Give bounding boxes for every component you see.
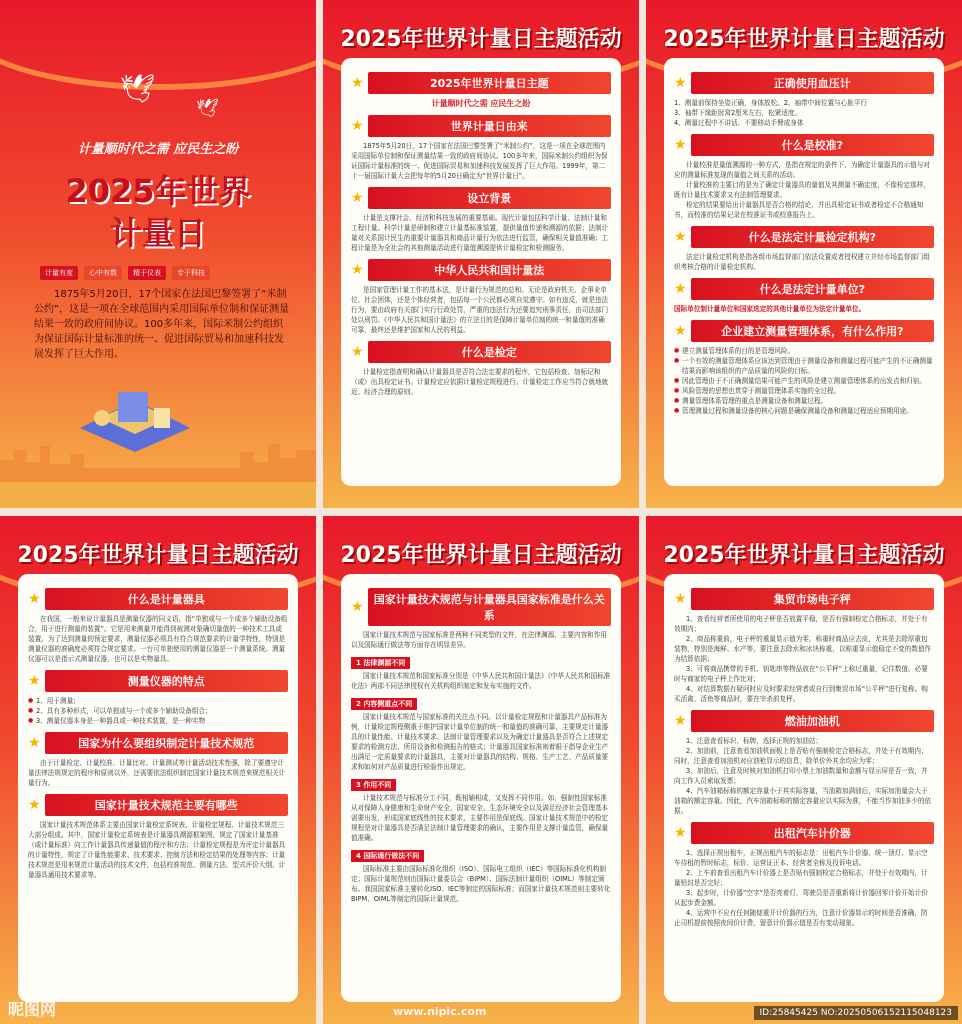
content-card (341, 574, 621, 1002)
poster-panel-6 (646, 516, 962, 1024)
relation-tag (351, 657, 410, 669)
watermark-id-line: ID:25845425 NO:20250506152115048123 (754, 1006, 959, 1020)
section-title: 企业建立测量管理体系，有什么作用? (691, 320, 934, 342)
section-header (28, 588, 288, 610)
section-item: ● 1、用于测量； (28, 696, 288, 706)
star-icon: ★ (674, 75, 687, 91)
section-item: 4、测量过程中不讲话、不要移动手臂或身体 (674, 119, 804, 127)
poster-panel-3 (646, 0, 962, 508)
section-text: 计量是支撑社会、经济和科技发展的重要基础。现代计量包括科学计量、法制计量和工程计量。科学计量是研制和建立计量基标准装置，提供量值传递和溯源的依据；法制计量对关系国计民生的重要计量器具和商品计量行为依法进行监管，确保相关量值准确；工程计量是为全社会的其他测量活动进行量值溯源提供计量检定和检测服务。 (351, 214, 609, 252)
section-header (351, 187, 611, 209)
section-item: 3、袖带下缘距肘窝2厘米左右，松紧适度。 (674, 109, 802, 117)
star-icon: ★ (351, 599, 364, 615)
star-icon: ★ (28, 735, 41, 751)
section-item: 2、加油前，注意查看加油机面板上是否贴有强制检定合格标志，并处于有效期内；同时，注意查看加油机对应油枪显示的信息，除单价外其余均应为零； (674, 747, 928, 765)
section-item: ● 2、具有多种形式，可以单独或与一个或多个辅助设备组合； (28, 706, 288, 716)
section-item: 计量校准的主要目的是为了确定计量器具的量值及其测量不确定度，不像检定那样，既有计量技术要求又有法制管理要求。 (674, 181, 930, 199)
section-title: 什么是法定计量单位? (691, 278, 934, 300)
section-header (674, 278, 934, 300)
section-header (28, 670, 288, 692)
star-icon: ★ (351, 344, 364, 360)
cover-intro-text: 1875年5月20日，17个国家在法国巴黎签署了“米制公约”，这是一项在全球范围内采用国际单位制和保证测量结果一致的政府间协议。100多年来，国际米制公约组织为保证国际计量标准的统一、促进国际贸易和加速科技发展发挥了巨大作用。 (34, 289, 290, 360)
section-title: 设立背景 (368, 187, 611, 209)
dove-icon: 🕊 (196, 98, 219, 119)
section-item: 3、可将商品携带的手机、钥匙串等物品放在“公平秤”上称过重量，记住数值，必要时与商家的电子秤上作比对； (674, 665, 928, 683)
section-item: 1、测量前保持坐姿正确，身体放松。2、袖带中间位置与心脏平行 (674, 99, 868, 107)
cover-chip: 精于仪表 (128, 266, 166, 280)
poster-panel-4 (0, 516, 316, 1024)
dove-icon: 🕊 (120, 72, 156, 105)
star-icon: ★ (674, 591, 687, 607)
star-icon: ★ (351, 75, 364, 91)
section-item: 3、加油后，注意及时核对加油机打印小票上加油数量和金额与显示屏是否一致，并向工作人员索取发票； (674, 767, 928, 785)
content-card (18, 574, 298, 1002)
section-title: 测量仪器的特点 (45, 670, 288, 692)
panel-banner-title: 2025年世界计量日主题活动 (663, 543, 945, 568)
panel-banner-title: 2025年世界计量日主题活动 (663, 27, 945, 52)
relation-text: 国家计量技术规范与国家标准的关注点不同。以计量检定规程和计量器具产品标准为例，计量检定规程侧重于维护国家计量单位制的统一和量值的准确可靠，主要规定计量器具的计量性能、计量技术要求、法制计量管理要求以及为确定计量器具是否符合上述规定要求的检测方法、所用设备和检测报告的格式；计量器具国家标准则着眼于指导企业生产出满足一定质量要求的计量器具，主要对计量器具的结构、规格、生产工艺、产品质量要求和如何对产品质量进行检验作出规定。 (351, 713, 609, 771)
cover-title-year: 2025年世界 (65, 172, 251, 210)
relation-tag-label: 法律渊源不同 (363, 659, 406, 667)
relation-tag-label: 国际通行做法不同 (363, 852, 420, 860)
section-item: ● 3、测量仪器本身是一种器具或一种技术装置，是一种实物 (28, 716, 288, 726)
star-icon: ★ (28, 673, 41, 689)
star-icon: ★ (674, 713, 687, 729)
cover-chip: 专于科技 (172, 266, 210, 280)
section-item: 2、商品称重前，电子秤的重量显示值为零，称重时商品应去皮，尤其是去除厚重包装物，特别是海鲜、水产等，要注意去除水和冰块称重，以称重显示值稳定不变的数值作为结算依据； (674, 635, 932, 663)
relation-text: 国家计量技术规范和国家标准分别是《中华人民共和国计量法》《中华人民共和国标准化法》两部不同法律授权有关机构组织制定和发布实施的文件。 (351, 672, 611, 690)
content-card (341, 58, 621, 486)
star-icon: ★ (674, 137, 687, 153)
section-item: 4、汽车油箱标称的额定容量小于其实际容量，当油箱加满油后，实际加油量会大于油箱的额定容量。因此，汽车油箱标称的额定容量应以实际为准，不能当作加油多少的依据。 (674, 787, 932, 815)
section-header (351, 259, 611, 281)
section-item: 1、选择正规出租车，正规出租汽车的标志是：出租汽车计价器、统一顶灯、显示空车待租的暂时标志，标价、运营证正本、经营者全称及投诉电话。 (674, 849, 928, 867)
theme-text: 计量顺时代之需 应民生之盼 (431, 99, 531, 108)
section-text: 由于计量检定、计量校准、计量比对、计量测试等计量活动技术性强，除了要遵守计量法律法规规定的程序和原则以外，还需要依法组织制定国家计量技术规范来规范相关计量行为。 (28, 759, 286, 787)
watermark-url: www.nipic.com (393, 1005, 487, 1018)
section-item: ● 一个有效的测量管理体系应该达到管理由于测量设备和测量过程可能产生的不正确测量结果而影响该组织的产品质量的风险的目标。 (674, 356, 934, 376)
section-title: 世界计量日由来 (368, 115, 611, 137)
section-title: 出租汽车计价器 (691, 822, 934, 844)
section-title: 什么是校准? (691, 134, 934, 156)
section-item: 计量校准是量值溯源的一种方式，是指在规定的条件下，为确定计量器具的示值与对应的测量标准复现的量值之间关系的活动。 (674, 161, 930, 179)
relation-tag-number: 2 (356, 700, 364, 708)
relation-tag-number: 4 (356, 852, 364, 860)
section-item: 2、上车前查看出租汽车计价器上是否贴有强制检定合格标志，并处于有效期内，计量铅封是否完好； (674, 869, 928, 887)
section-header (674, 710, 934, 732)
poster-panel-5 (323, 516, 639, 1024)
relation-tag (351, 779, 396, 791)
cover-chip: 心中有数 (84, 266, 122, 280)
content-card (664, 58, 944, 486)
star-icon: ★ (28, 591, 41, 607)
star-icon: ★ (674, 281, 687, 297)
section-item: ● 建立测量管理体系的目的是管理风险。 (674, 346, 934, 356)
watermark-logo: 昵图网 (8, 1000, 57, 1019)
relation-tag-number: 3 (356, 781, 364, 789)
relation-tag (351, 698, 417, 710)
relation-intro: 国家计量技术规范与国家标准是两种不同类型的文件，在法律渊源、主要内容和作用以及国际通行做法等方面存在明显差异。 (351, 631, 607, 649)
section-item: 3、起步时，计价器“空字”是否亮着灯，驾驶员是否重新将计价器回零计价开始计价从起步费金额。 (674, 889, 928, 907)
section-header (674, 588, 934, 610)
cover-subtitle: 计量顺时代之需 应民生之盼 (77, 142, 239, 157)
section-item: 1、注意查看标识、标牌，选择正规的加油站； (686, 737, 823, 745)
cover-chip-row (40, 266, 210, 280)
section-header (674, 822, 934, 844)
section-item: ● 因此管理由于不正确测量结果可能产生的风险是建立测量管理体系的出发点和归宿。 (674, 376, 934, 386)
star-icon: ★ (674, 825, 687, 841)
section-header (28, 794, 288, 816)
cover-chip: 计量有度 (40, 266, 78, 280)
section-item: 4、对结算数据有疑问时应及时要求经营者或自行到集贸市场“公平秤”进行复称。购买活禽、活鱼等商品时，要在宰杀前复秤。 (674, 685, 928, 703)
section-title: 集贸市场电子秤 (691, 588, 934, 610)
panel-banner-title: 2025年世界计量日主题活动 (340, 543, 622, 568)
star-icon: ★ (28, 797, 41, 813)
section-title: 什么是计量器具 (45, 588, 288, 610)
section-header (674, 320, 934, 342)
panel2-sections (351, 115, 611, 397)
poster-panel-2 (323, 0, 639, 508)
section-header: ★ 2025年世界计量日主题 (351, 72, 611, 94)
relation-tag-number: 1 (356, 659, 364, 667)
section-title: 什么是检定 (368, 341, 611, 363)
section-item: ● 管理测量过程和测量设备的核心问题是确保测量设备和测量过程适应预期用途。 (674, 406, 934, 416)
section-header (351, 341, 611, 363)
star-icon: ★ (351, 118, 364, 134)
section-text: 是国家管理计量工作的基本法，是计量行为规范的总和。无论是政府机关、企事业单位、社会团体，还是个体经营者，包括每一个公民都必须自觉遵守。如有违反，就是违法行为，要由政府有关部门实行行政处罚，严重的违法行为还要追究刑事责任，由司法部门处以刑罚。《中华人民共和国计量法》的立法目的是保障计量单位制的统一和量值的准确可靠，最终还是维护国家和人民的利益。 (351, 286, 609, 334)
section-header (674, 226, 934, 248)
section-item: 国际单位制计量单位和国家选定的其他计量单位为法定计量单位。 (674, 305, 866, 313)
relation-items (351, 650, 611, 904)
star-icon: ★ (674, 229, 687, 245)
content-card (664, 574, 944, 1002)
section-header (674, 134, 934, 156)
section-item: 法定计量检定机构是指各级市场监督部门依法设置或者授权建立并经市场监督部门组织考核合格的计量检定机构。 (674, 253, 930, 271)
section-title: 什么是法定计量检定机构? (691, 226, 934, 248)
section-header (351, 115, 611, 137)
section-text: 国家计量技术规范体系主要由国家计量检定系统表、计量检定规程、计量技术规范三大部分组成。其中，国家计量检定系统表是计量器具溯源框架图，规定了国家计量基准（或计量标准）向工作计量器具传递量值的程序和方法；计量检定规程是为评定计量器具的计量特性，规定了计量性能要求、技术要求、控制方法和检定结果的处理等内容；计量技术规范是用来规范计量活动的技术文件，包括校准规范、测量方法、型式评价大纲、计量器具通用技术要求等。 (28, 821, 286, 879)
relation-tag (351, 850, 424, 862)
decorative-arc (0, 0, 316, 90)
section-title: 国家计量技术规范主要有哪些 (45, 794, 288, 816)
relation-text: 国际标准主要由国际标准化组织（ISO）、国际电工组织（IEC）等国际标准化机构制定；国际计量规范则由国际计量委员会（BIPM）、国际法制计量组织（OIML）等制定颁布。我国国家标准主要转化ISO、IEC等制定的国际标准；而国家计量技术规范则主要转化BIPM、OIML等制定的国际计量规范。 (351, 865, 611, 903)
star-icon: ★ (674, 323, 687, 339)
relation-tag-label: 作用不同 (363, 781, 392, 789)
section-header: ★ 国家计量技术规范与计量器具国家标准是什么关系 (351, 588, 611, 626)
section-text: 在我国，一般来说计量器具是测量仪器的同义语，指“单独或与一个或多个辅助设备组合，用于进行测量的装置”。它是用来测量并能得到被测对象确切量值的一种技术工具或装置。为了达到测量的预定要求，测量仪器必须具有符合规范要求的计量学特性，特别是测量仪器的准确度必须符合规定要求。一台可单独使用的测量仪器是一个测量系统。测量仪器可以是指示式测量仪器，也可以是实物量具。 (28, 615, 288, 663)
section-item: 1、查看经营者所使用的电子秤是否放置平稳，是否有强制检定合格标志，并处于有效期内； (674, 615, 928, 633)
section-header (28, 732, 288, 754)
star-icon: ★ (351, 190, 364, 206)
section-title: 国家为什么要组织制定计量技术规范 (45, 732, 288, 754)
section-title: 正确使用血压计 (691, 72, 934, 94)
section-title: 燃油加油机 (691, 710, 934, 732)
cover-footer-band (0, 482, 316, 508)
star-icon: ★ (351, 262, 364, 278)
panel-banner-title: 2025年世界计量日主题活动 (340, 27, 622, 52)
city-skyline (0, 440, 316, 484)
section-item: ● 测量管理体系管理的重点是测量设备和测量过程。 (674, 396, 934, 406)
relation-tag-label: 内容侧重点不同 (363, 700, 413, 708)
section-header (674, 72, 934, 94)
panel-banner-title: 2025年世界计量日主题活动 (17, 543, 299, 568)
section-item: 检定的结果要给出计量器具是否合格的结论，并出具检定证书或者检定不合格通知书，而校准的结果记录在校准证书或校准报告上。 (674, 201, 924, 219)
section-item: ● 风险管理的思想也贯穿于测量管理体系实施的全过程。 (674, 386, 934, 396)
section-title: 中华人民共和国计量法 (368, 259, 611, 281)
relation-text: 计量技术规范与标准分工不同，既相辅相成，又发挥不同作用。如，强制性国家标准从对保障人身健康和生命财产安全、国家安全、生态环境安全以及满足经济社会管理基本需要出发，形成国家底线性的技术要求，主要作用是保底线。国家计量技术规范中的检定规程是对计量器具是否满足法制计量管理要求的确认，主要作用是支撑计量监管，确保量值准确。 (351, 794, 609, 842)
cover-title-day: 计量日 (109, 214, 206, 252)
section-text: 计量检定指查明和确认计量器具是否符合法定要求的程序，它包括检查、加标记和（或）出具检定证书。计量检定应依据计量检定规程进行。计量检定工作应当符合就地就近、经济合理的原则。 (351, 368, 609, 396)
poster-panel-cover (0, 0, 316, 508)
section-item: 4、运营中不应有任何随便重开计价器的行为，注意计价器显示的时间是否准确，防止司机提前按照夜间价计费，留意计价器示值是否有变动现象。 (674, 909, 928, 927)
section-text: 1875年5月20日，17个国家在法国巴黎签署了“米制公约”，这是一项在全球范围内采用国际单位制和保证测量结果一致的政府间协议。100多年来，国际米制公约组织为保证国际计量标准的统一、促进国际贸易和加速科技发展发挥了巨大作用。1999年，第二十一届国际计量大会把每年的5月20日确定为“世界计量日”。 (351, 142, 608, 180)
